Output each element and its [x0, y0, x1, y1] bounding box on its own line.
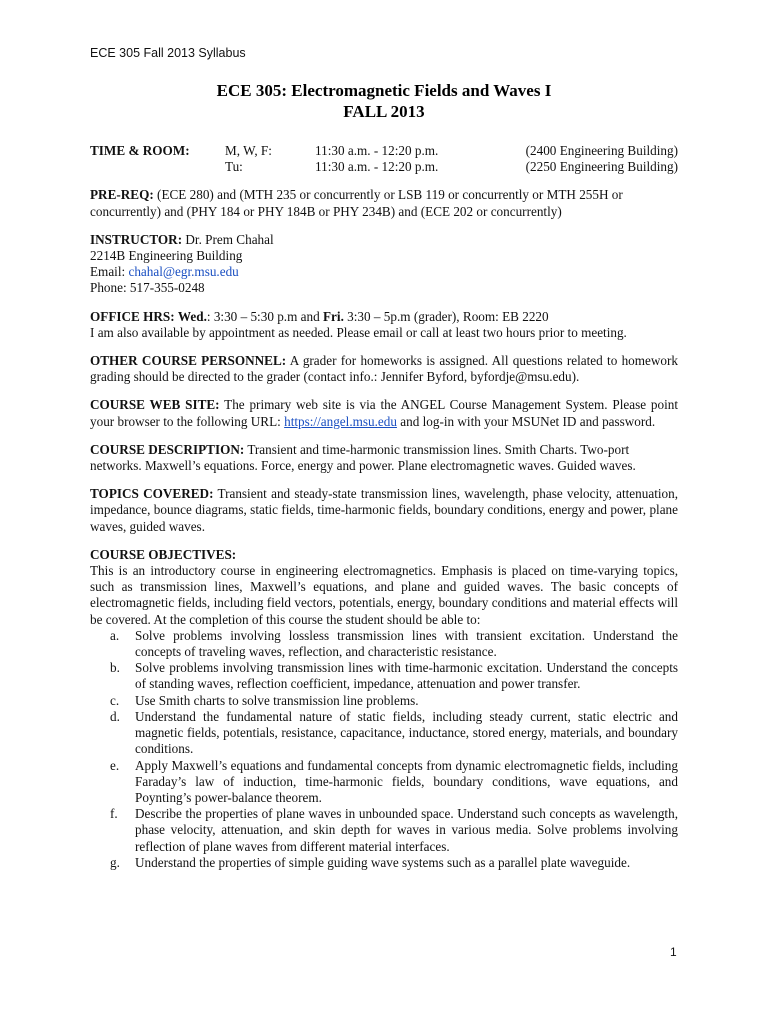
list-item-text: Understand the properties of simple guiding wave systems such as a parallel plate waveguide.	[135, 854, 631, 870]
list-item	[90, 709, 678, 758]
list-item-letter: f.	[110, 806, 118, 822]
other-personnel-section	[90, 353, 678, 385]
office-hours-fri-text: 3:30 – 5p.m (grader), Room: EB 2220	[347, 308, 549, 324]
topics-text: Transient and steady-state transmission lines, wavelength, phase velocity, attenuation, impedance, bounce diagrams, static fields, time-harmonic fields, boundary conditions, energy and power, plane waves, guided waves.	[90, 486, 679, 534]
web-site-label: COURSE WEB SITE:	[90, 397, 220, 413]
course-term: FALL 2013	[343, 102, 425, 121]
schedule-days: Tu:	[225, 159, 243, 175]
objectives-intro: This is an introductory course in engineering electromagnetics. Emphasis is placed on time-varying topics, such as transmission lines, Maxwell’s equations, and plane and guided waves. The basic concepts of electromagnetic fields, including field vectors, potentials, energy, boundary conditions and material effects will be covered. At the completion of this course the student should be able to:	[90, 563, 678, 627]
list-item	[90, 855, 678, 871]
instructor-section	[90, 232, 678, 297]
other-personnel-text: A grader for homeworks is assigned. All questions related to homework grading should be directed to the grader (contact info.: Jennifer Byford, byfordje@msu.edu).	[90, 353, 678, 385]
objectives-section	[90, 547, 678, 871]
list-item-letter: b.	[110, 660, 120, 676]
office-hours-wed-text: : 3:30 – 5:30 p.m and	[206, 308, 320, 324]
office-hours-fri-label: Fri.	[323, 308, 344, 324]
schedule-time: 11:30 a.m. - 12:20 p.m.	[315, 143, 439, 158]
web-site-text-after: and log-in with your MSUNet ID and password.	[400, 413, 656, 429]
list-item	[90, 660, 678, 692]
list-item-letter: d.	[110, 708, 120, 724]
office-hours-section	[90, 309, 678, 341]
email-label: Email:	[90, 264, 126, 280]
list-item	[90, 693, 678, 709]
topics-label: TOPICS COVERED:	[90, 486, 214, 502]
time-room-label: TIME & ROOM:	[90, 143, 190, 158]
instructor-label: INSTRUCTOR:	[90, 231, 183, 247]
list-item-text: Use Smith charts to solve transmission line problems.	[135, 692, 419, 708]
prereq-section	[90, 187, 678, 219]
list-item	[90, 628, 678, 660]
office-hours-wed-label: Wed.	[177, 308, 207, 324]
list-item-letter: e.	[110, 757, 120, 773]
instructor-phone: Phone: 517-355-0248	[90, 280, 205, 296]
prereq-label: PRE-REQ:	[90, 187, 154, 203]
web-site-text-before: The primary web site is via the ANGEL Course Management System. Please point your browser to the following URL:	[90, 397, 679, 429]
running-header: ECE 305 Fall 2013 Syllabus	[90, 46, 246, 60]
title-block	[0, 80, 768, 122]
list-item-text: Describe the properties of plane waves in unbounded space. Understand such concepts as wavelength, phase velocity, attenuation, and skin depth for waves in various media. Solve problems involving reflection of plane waves from different material interfaces.	[135, 806, 678, 854]
angel-url-link[interactable]: https://angel.msu.edu	[284, 413, 397, 429]
office-hours-note: I am also available by appointment as needed. Please email or call at least two hours prior to meeting.	[90, 324, 627, 340]
list-item-text: Apply Maxwell’s equations and fundamental concepts from dynamic electromagnetic fields, including Faraday’s law of induction, time-harmonic fields, boundary conditions, wave equations, and Poynting’s power-balance theorem.	[135, 757, 678, 805]
instructor-email-link[interactable]: chahal@egr.msu.edu	[128, 264, 239, 280]
other-personnel-label: OTHER COURSE PERSONNEL:	[90, 353, 287, 369]
web-site-section	[90, 397, 678, 429]
instructor-office: 2214B Engineering Building	[90, 248, 243, 264]
description-label: COURSE DESCRIPTION:	[90, 441, 245, 457]
page-number: 1	[670, 945, 677, 959]
prereq-text: (ECE 280) and (MTH 235 or concurrently or LSB 119 or concurrently or MTH 255H or concurrently) and (PHY 184 or PHY 184B or PHY 234B) and (ECE 202 or concurrently)	[90, 187, 623, 219]
topics-section	[90, 486, 678, 535]
time-room-section	[90, 143, 678, 175]
objectives-list	[90, 628, 678, 871]
list-item-text: Solve problems involving lossless transmission lines with transient excitation. Understand the concepts of traveling waves, reflection, and characteristic resistance.	[135, 627, 678, 660]
list-item-letter: g.	[110, 854, 120, 870]
list-item-text: Solve problems involving transmission lines with time-harmonic excitation. Understand the concepts of standing waves, reflection coefficient, impedance, attenuation and power transfer.	[135, 660, 678, 692]
description-section	[90, 442, 678, 474]
list-item-text: Understand the fundamental nature of static fields, including steady current, static electric and magnetic fields, potentials, resistance, capacitance, inductance, stored energy, materials, and boundary conditions.	[135, 708, 678, 757]
list-item	[90, 806, 678, 855]
list-item	[90, 758, 678, 807]
schedule-room: (2250 Engineering Building)	[525, 159, 678, 175]
description-text: Transient and time-harmonic transmission lines. Smith Charts. Two-port networks. Maxwell’s equations. Force, energy and power. Plane electromagnetic waves. Guided waves.	[90, 441, 636, 474]
list-item-letter: a.	[110, 627, 120, 643]
objectives-label: COURSE OBJECTIVES:	[90, 546, 237, 562]
instructor-name: Dr. Prem Chahal	[185, 231, 274, 247]
office-hours-label: OFFICE HRS:	[90, 308, 175, 324]
schedule-days: M, W, F:	[225, 143, 272, 158]
list-item-letter: c.	[110, 692, 120, 708]
schedule-time: 11:30 a.m. - 12:20 p.m.	[315, 159, 439, 175]
course-title: ECE 305: Electromagnetic Fields and Waves I	[216, 81, 552, 100]
schedule-room: (2400 Engineering Building)	[525, 143, 678, 158]
syllabus-body	[90, 143, 678, 871]
